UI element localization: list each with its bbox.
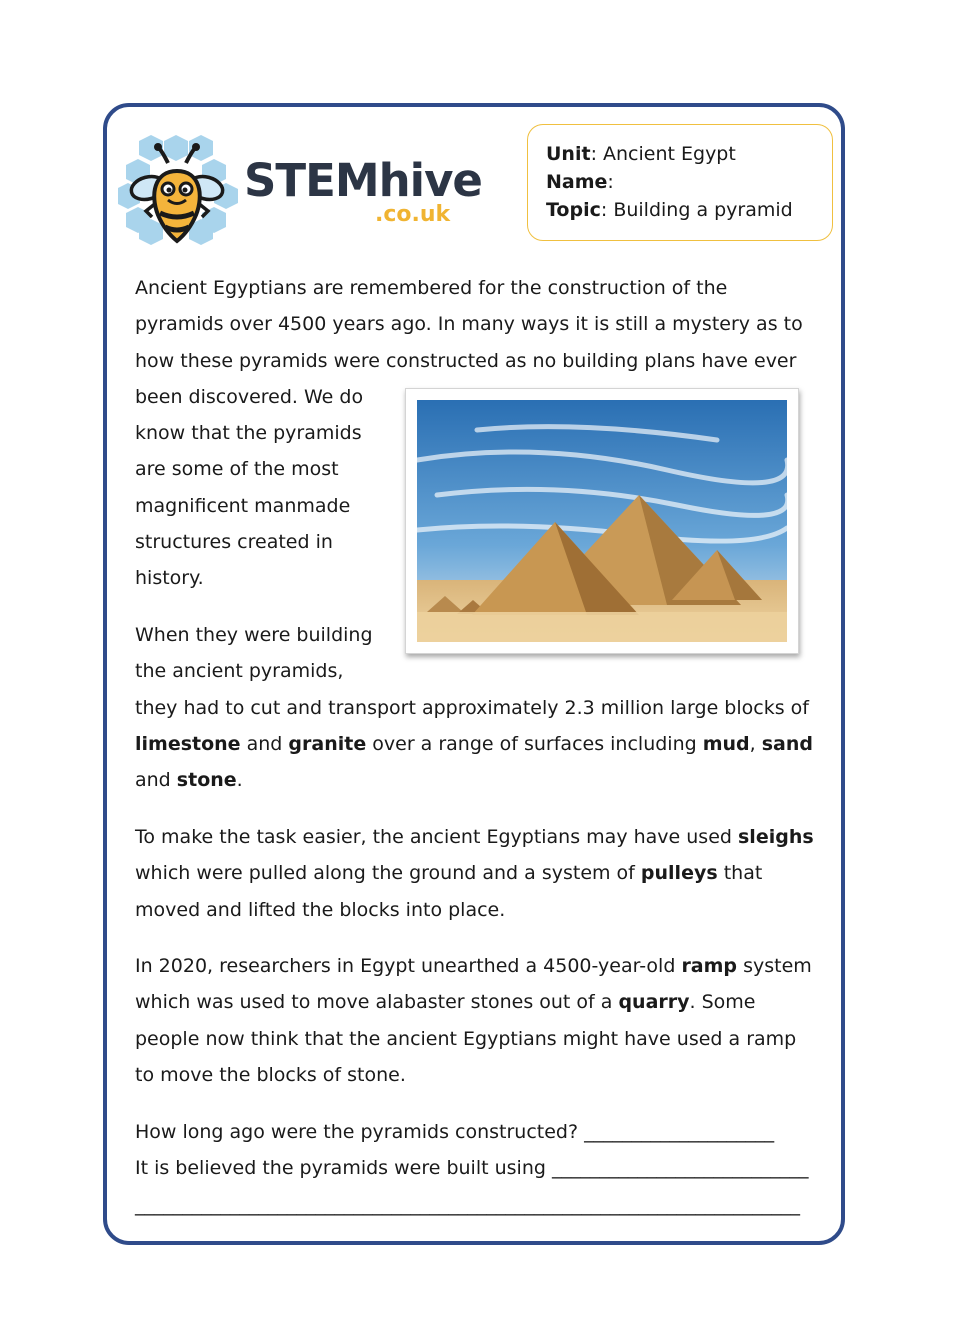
paragraph-intro: Ancient Egyptians are remembered for the construction of the pyramids over 4500 years ago. In many ways it is still a mystery as to how these pyramids were constructed as no building plans have ever been discovered. We do know that the pyramids are some of the most magnificent manmade structures created in history. xyxy=(135,277,803,590)
keyword-sleighs: sleighs xyxy=(738,826,814,848)
keyword-granite: granite xyxy=(288,732,367,755)
pyramids-photo-frame xyxy=(405,388,799,654)
logo-domain: .co.uk xyxy=(375,202,451,227)
paragraph-ramp: In 2020, researchers in Egypt unearthed a 4500-year-old ramp system which was used to move alabaster stones out of a quarry. Some people now think that the ancient Egyptians might have used a ramp to move the blocks of stone. xyxy=(135,955,812,1086)
keyword-limestone: limestone xyxy=(135,732,241,755)
logo-wordmark: STEMhive xyxy=(244,154,482,207)
questions xyxy=(135,1114,808,1223)
keyword-stone: stone xyxy=(176,769,237,792)
keyword-sand: sand xyxy=(761,732,814,755)
topic-value: Building a pyramid xyxy=(613,199,793,221)
pyramids-photo xyxy=(417,400,787,642)
keyword-quarry: quarry xyxy=(618,991,690,1014)
paragraph-sleighs: To make the task easier, the ancient Egyptians may have used sleighs which were pulled along the ground and a system of pulleys that moved and lifted the blocks into place. xyxy=(135,826,814,921)
unit-line: Unit: Ancient Egypt xyxy=(546,143,736,165)
question-2[interactable]: It is believed the pyramids were built using ___________________________ xyxy=(135,1157,809,1180)
answer-line[interactable]: ______________________________________________________________________ xyxy=(135,1193,800,1216)
unit-value: Ancient Egypt xyxy=(603,143,736,165)
keyword-mud: mud xyxy=(702,732,750,755)
question-1[interactable]: How long ago were the pyramids constructed? ____________________ xyxy=(135,1121,775,1143)
topic-line: Topic: Building a pyramid xyxy=(546,199,793,221)
keyword-ramp: ramp xyxy=(681,955,738,977)
name-line: Name: xyxy=(546,171,614,193)
keyword-pulleys: pulleys xyxy=(640,862,718,885)
worksheet-info-box xyxy=(527,124,833,241)
paragraph-blocks: When they were building the ancient pyramids, they had to cut and transport approximately 2.3 million large blocks of limestone and granite over a range of surfaces including mud, sand and stone. xyxy=(135,624,814,792)
